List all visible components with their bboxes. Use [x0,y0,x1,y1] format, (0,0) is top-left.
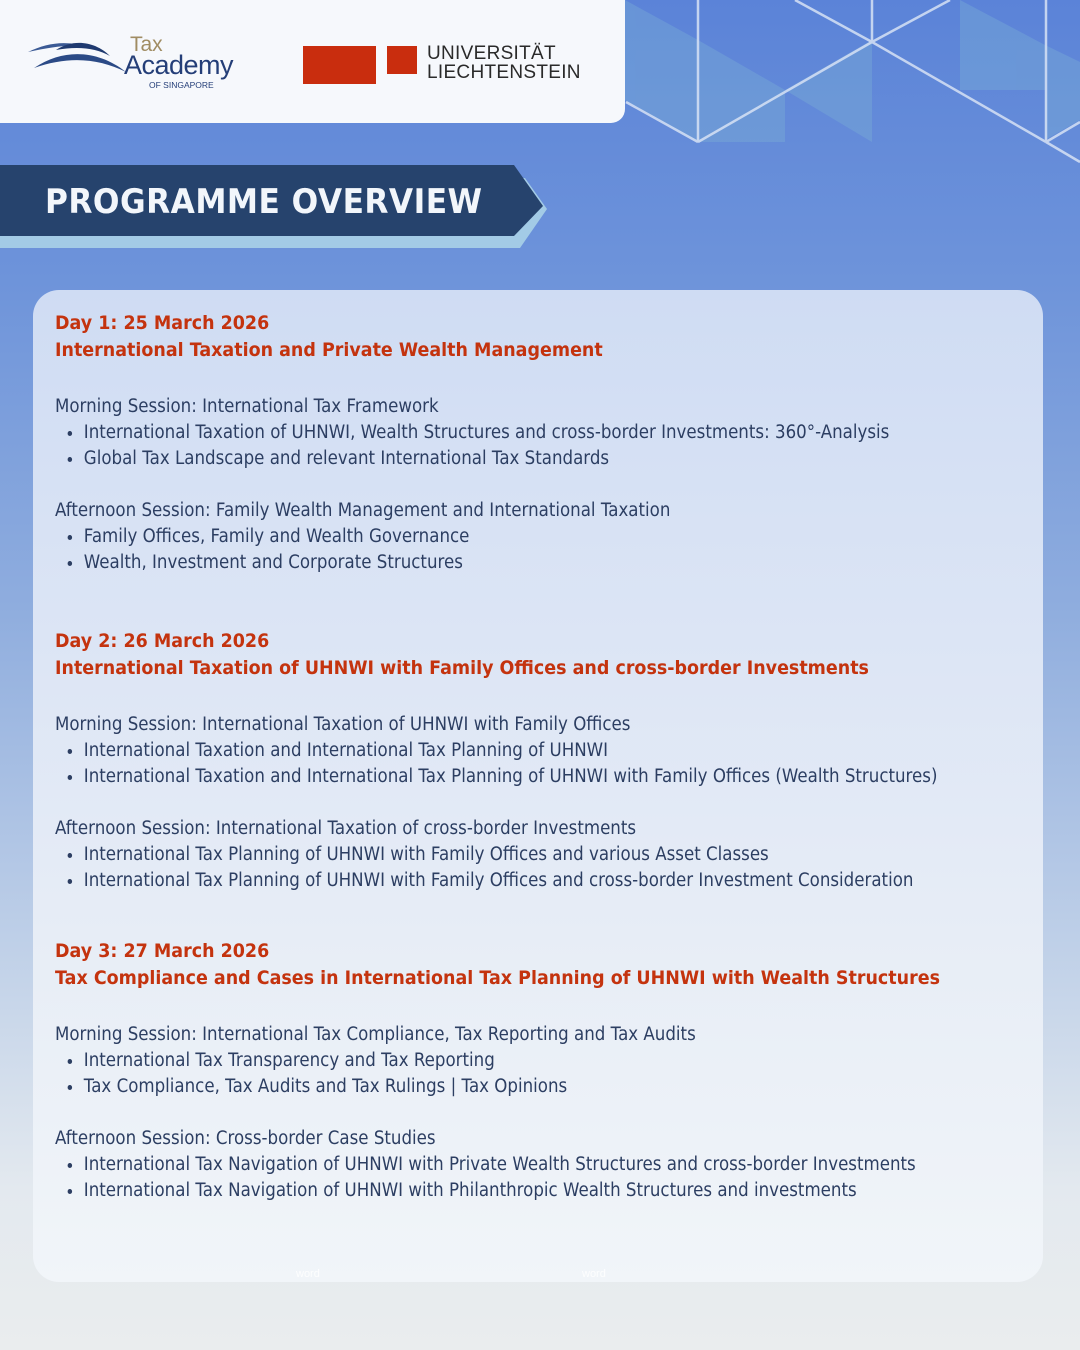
watermark-text: word [582,1268,606,1280]
universitat-liechtenstein-logo [303,44,603,84]
session-item: International Tax Navigation of UHNWI with Private Wealth Structures and cross-border Investments [55,1152,921,1178]
day-title: Tax Compliance and Cases in International Tax Planning of UHNWI with Wealth Structures [55,967,940,989]
session-title: Afternoon Session: Family Wealth Management and International Taxation [55,500,671,521]
day-section-2 [55,628,1036,894]
session-item: International Tax Navigation of UHNWI with Philanthropic Wealth Structures and investments [55,1178,921,1204]
session-morning [55,1022,1017,1100]
session-item: International Tax Planning of UHNWI with Family Offices and various Asset Classes [55,842,937,868]
header-logo-card [0,0,625,123]
session-item: International Tax Planning of UHNWI with Family Offices and cross-border Investment Consideration [55,868,937,894]
session-item: International Tax Transparency and Tax Reporting [55,1048,921,1074]
session-afternoon [55,816,1036,894]
session-item: Family Offices, Family and Wealth Governance [55,524,889,550]
uni-logo-text [427,44,581,82]
session-item: International Taxation of UHNWI, Wealth Structures and cross-border Investments: 360°-Analysis [55,420,889,446]
programme-content-card [33,290,1043,1282]
day-title: International Taxation of UHNWI with Family Offices and cross-border Investments [55,657,869,679]
session-afternoon [55,498,982,576]
session-morning [55,712,1036,790]
tax-academy-logo-tax: Tax [130,33,163,56]
day-section-1 [55,310,982,576]
tax-academy-logo [26,34,246,94]
uni-logo-line2: LIECHTENSTEIN [427,62,581,83]
session-item: Tax Compliance, Tax Audits and Tax Rulings | Tax Opinions [55,1074,921,1100]
day-date: Day 3: 27 March 2026 [55,940,270,962]
day-title: International Taxation and Private Wealth Management [55,339,603,361]
session-item: Wealth, Investment and Corporate Structures [55,550,889,576]
session-title: Morning Session: International Tax Framework [55,396,439,417]
session-afternoon [55,1126,1017,1204]
tax-academy-logo-subtitle: OF SINGAPORE [149,80,214,90]
watermark-text: word [296,1268,320,1280]
day-date: Day 1: 25 March 2026 [55,312,270,334]
session-item: Global Tax Landscape and relevant International Tax Standards [55,446,889,472]
session-title: Morning Session: International Taxation of UHNWI with Family Offices [55,714,631,735]
session-item: International Taxation and International Tax Planning of UHNWI [55,738,937,764]
session-item: International Taxation and International Tax Planning of UHNWI with Family Offices (Wealth Structures) [55,764,937,790]
banner-title: PROGRAMME OVERVIEW [45,182,483,222]
session-title: Afternoon Session: International Taxation of cross-border Investments [55,818,637,839]
tax-academy-logo-academy: Academy [124,50,234,80]
tax-academy-swoosh-icon [26,38,136,78]
uni-logo-line1: UNIVERSITÄT [427,43,556,64]
day-date: Day 2: 26 March 2026 [55,630,270,652]
day-section-3 [55,938,1017,1204]
session-title: Morning Session: International Tax Compliance, Tax Reporting and Tax Audits [55,1024,696,1045]
uni-logo-red-block-small [387,46,417,74]
session-title: Afternoon Session: Cross-border Case Studies [55,1128,436,1149]
session-morning [55,394,982,472]
uni-logo-red-block-large [303,46,376,84]
